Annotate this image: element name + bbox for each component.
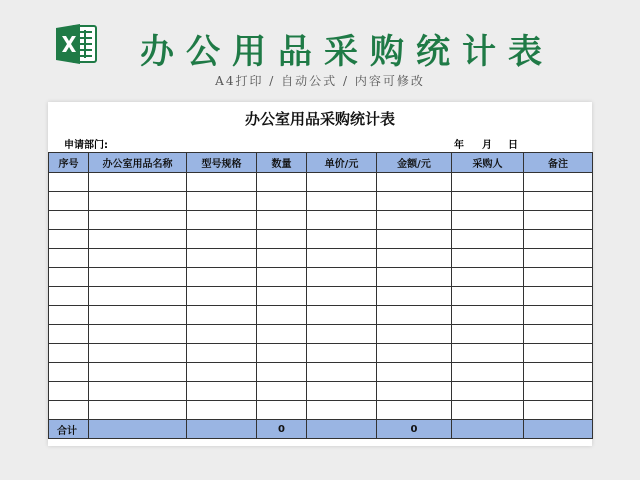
- table-cell[interactable]: [257, 287, 307, 306]
- table-cell[interactable]: [257, 268, 307, 287]
- table-cell[interactable]: [524, 211, 593, 230]
- table-cell[interactable]: [377, 192, 452, 211]
- table-cell[interactable]: [452, 173, 524, 192]
- table-cell[interactable]: [187, 230, 257, 249]
- table-header-row: [49, 153, 593, 173]
- table-cell[interactable]: [452, 268, 524, 287]
- table-cell[interactable]: [307, 401, 377, 420]
- table-cell[interactable]: [452, 306, 524, 325]
- table-cell[interactable]: [377, 211, 452, 230]
- table-cell[interactable]: [49, 268, 89, 287]
- date-year-label[interactable]: 年: [454, 140, 464, 151]
- col-header-unit-price[interactable]: 单价/元: [307, 153, 377, 173]
- table-cell[interactable]: [257, 173, 307, 192]
- table-cell[interactable]: [377, 287, 452, 306]
- table-cell[interactable]: [307, 268, 377, 287]
- table-cell[interactable]: [187, 344, 257, 363]
- sheet-title[interactable]: 办公室用品采购统计表: [244, 110, 395, 128]
- table-cell[interactable]: [377, 382, 452, 401]
- table-cell[interactable]: [524, 173, 593, 192]
- table-cell[interactable]: [524, 230, 593, 249]
- table-cell[interactable]: [307, 249, 377, 268]
- table-cell[interactable]: [377, 363, 452, 382]
- table-cell[interactable]: [452, 401, 524, 420]
- date-day-label[interactable]: 日: [508, 140, 518, 151]
- table-cell[interactable]: [524, 420, 593, 439]
- table-cell[interactable]: [524, 325, 593, 344]
- table-row: [49, 306, 593, 325]
- table-cell[interactable]: [187, 268, 257, 287]
- table-cell[interactable]: [307, 382, 377, 401]
- total-quantity[interactable]: 0: [257, 420, 307, 439]
- table-cell[interactable]: [89, 287, 187, 306]
- table-cell[interactable]: [89, 344, 187, 363]
- col-header-purchaser[interactable]: 采购人: [452, 153, 524, 173]
- table-cell[interactable]: [89, 230, 187, 249]
- table-cell[interactable]: [452, 230, 524, 249]
- table-cell[interactable]: [49, 192, 89, 211]
- table-cell[interactable]: [452, 420, 524, 439]
- table-cell[interactable]: [187, 192, 257, 211]
- table-cell[interactable]: [257, 230, 307, 249]
- col-header-amount[interactable]: 金额/元: [377, 153, 452, 173]
- table-cell[interactable]: [187, 363, 257, 382]
- table-cell[interactable]: [257, 401, 307, 420]
- table-cell[interactable]: [49, 363, 89, 382]
- table-cell[interactable]: [187, 249, 257, 268]
- dept-label[interactable]: 申请部门:: [64, 140, 108, 151]
- table-cell[interactable]: [187, 382, 257, 401]
- table-cell[interactable]: [89, 249, 187, 268]
- table-cell[interactable]: [89, 401, 187, 420]
- table-cell[interactable]: [257, 306, 307, 325]
- table-cell[interactable]: [307, 420, 377, 439]
- table-cell[interactable]: [257, 211, 307, 230]
- table-row: [49, 268, 593, 287]
- table-cell[interactable]: [187, 325, 257, 344]
- table-cell[interactable]: [377, 306, 452, 325]
- table-cell[interactable]: [524, 401, 593, 420]
- table-row: [49, 287, 593, 306]
- table-cell[interactable]: [307, 344, 377, 363]
- table-cell[interactable]: [524, 306, 593, 325]
- col-header-notes[interactable]: 备注: [524, 153, 593, 173]
- table-cell[interactable]: [524, 268, 593, 287]
- table-cell[interactable]: [49, 173, 89, 192]
- table-cell[interactable]: [377, 173, 452, 192]
- table-cell[interactable]: [307, 306, 377, 325]
- table-cell[interactable]: [89, 306, 187, 325]
- table-cell[interactable]: [187, 287, 257, 306]
- table-cell[interactable]: [89, 211, 187, 230]
- table-row: [49, 401, 593, 420]
- table-cell[interactable]: [307, 325, 377, 344]
- table-cell[interactable]: [307, 192, 377, 211]
- table-body: [49, 173, 593, 420]
- table-cell[interactable]: [307, 230, 377, 249]
- table-cell[interactable]: [49, 230, 89, 249]
- table-cell[interactable]: [307, 211, 377, 230]
- table-row: [49, 382, 593, 401]
- table-cell[interactable]: [89, 420, 187, 439]
- table-row: [49, 173, 593, 192]
- table-row: [49, 325, 593, 344]
- table-cell[interactable]: [524, 382, 593, 401]
- table-cell[interactable]: [89, 173, 187, 192]
- table-cell[interactable]: [524, 287, 593, 306]
- table-cell[interactable]: [89, 382, 187, 401]
- table-cell[interactable]: [307, 173, 377, 192]
- table-cell[interactable]: [452, 192, 524, 211]
- table-cell[interactable]: [257, 249, 307, 268]
- col-header-index[interactable]: 序号: [49, 153, 89, 173]
- total-amount[interactable]: 0: [377, 420, 452, 439]
- table-cell[interactable]: [89, 192, 187, 211]
- page-title: 办公用品采购统计表: [140, 32, 554, 72]
- table-cell[interactable]: [49, 344, 89, 363]
- table-cell[interactable]: [377, 230, 452, 249]
- table-cell[interactable]: [377, 401, 452, 420]
- total-row: [49, 420, 593, 439]
- page-subtitle: A4打印 / 自动公式 / 内容可修改: [215, 74, 425, 88]
- table-cell[interactable]: [49, 382, 89, 401]
- table-cell[interactable]: [49, 287, 89, 306]
- table-cell[interactable]: [377, 268, 452, 287]
- table-cell[interactable]: [89, 363, 187, 382]
- table-cell[interactable]: [307, 287, 377, 306]
- table-cell[interactable]: [377, 325, 452, 344]
- col-header-item-name[interactable]: 办公室用品名称: [89, 153, 187, 173]
- table-cell[interactable]: [452, 287, 524, 306]
- banner: [0, 0, 640, 100]
- table-cell[interactable]: [187, 211, 257, 230]
- date-month-label[interactable]: 月: [482, 140, 492, 151]
- table-cell[interactable]: [524, 363, 593, 382]
- table-cell[interactable]: [524, 249, 593, 268]
- col-header-model[interactable]: 型号规格: [187, 153, 257, 173]
- table-cell[interactable]: [307, 363, 377, 382]
- col-header-quantity[interactable]: 数量: [257, 153, 307, 173]
- purchase-table: [48, 152, 593, 439]
- table-cell[interactable]: [524, 192, 593, 211]
- spreadsheet-sheet: [48, 102, 592, 446]
- table-row: [49, 249, 593, 268]
- table-cell[interactable]: [187, 173, 257, 192]
- table-row: [49, 192, 593, 211]
- table-cell[interactable]: [187, 401, 257, 420]
- table-cell[interactable]: [257, 382, 307, 401]
- table-cell[interactable]: [524, 344, 593, 363]
- excel-icon: [52, 20, 100, 68]
- table-row: [49, 230, 593, 249]
- table-cell[interactable]: [89, 325, 187, 344]
- table-cell[interactable]: [257, 325, 307, 344]
- table-cell[interactable]: [257, 363, 307, 382]
- table-cell[interactable]: [187, 306, 257, 325]
- table-cell[interactable]: [187, 420, 257, 439]
- table-cell[interactable]: [49, 249, 89, 268]
- table-cell[interactable]: [377, 249, 452, 268]
- table-cell[interactable]: [257, 192, 307, 211]
- dept-date-row: [48, 134, 592, 152]
- table-row: [49, 363, 593, 382]
- table-cell[interactable]: [452, 325, 524, 344]
- table-cell[interactable]: [49, 306, 89, 325]
- table-row: [49, 344, 593, 363]
- table-cell[interactable]: [452, 249, 524, 268]
- table-cell[interactable]: [452, 382, 524, 401]
- table-cell[interactable]: [89, 268, 187, 287]
- table-row: [49, 211, 593, 230]
- table-cell[interactable]: [257, 344, 307, 363]
- table-cell[interactable]: [377, 344, 452, 363]
- table-cell[interactable]: [452, 363, 524, 382]
- table-cell[interactable]: [49, 325, 89, 344]
- table-cell[interactable]: [452, 344, 524, 363]
- table-cell[interactable]: [452, 211, 524, 230]
- table-cell[interactable]: [49, 401, 89, 420]
- table-cell[interactable]: [49, 211, 89, 230]
- total-label[interactable]: 合计: [49, 420, 89, 439]
